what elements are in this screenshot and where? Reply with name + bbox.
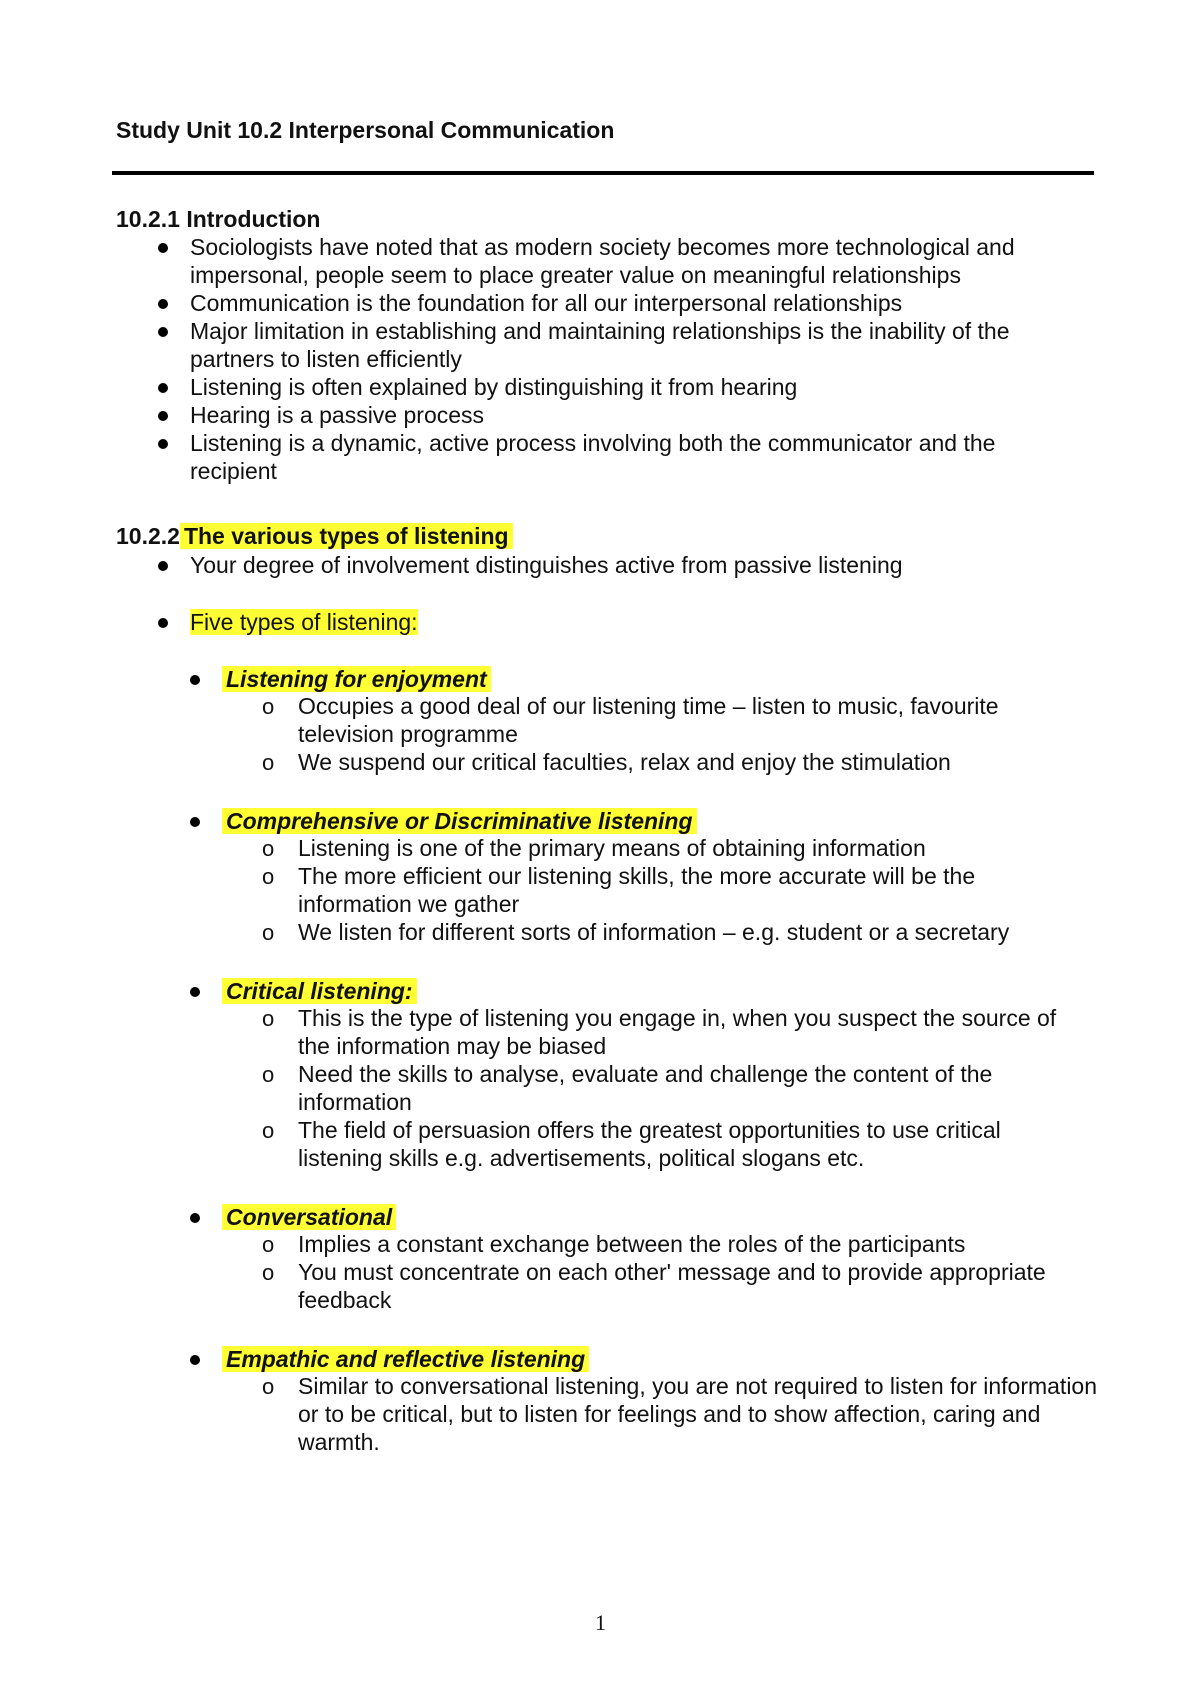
bullet-icon [190, 675, 200, 685]
bullet-icon [158, 561, 168, 571]
circle-bullet-icon: o [262, 694, 275, 719]
list-item: The field of persuasion offers the greatest opportunities to use critical listening skills e.g. advertisements, political slogans etc. [298, 1117, 1001, 1171]
section-number: 10.2.2 [116, 523, 180, 549]
circle-bullet-icon: o [262, 1118, 275, 1143]
bullet-icon [190, 1213, 200, 1223]
list-item: Need the skills to analyse, evaluate and challenge the content of the information [298, 1061, 993, 1115]
bullet-icon [158, 299, 168, 309]
circle-bullet-icon: o [262, 864, 275, 889]
bullet-icon [158, 618, 168, 628]
bullet-icon [158, 439, 168, 449]
list-item: This is the type of listening you engage in, when you suspect the source of the information may be biased [298, 1005, 1057, 1059]
bullet-icon [190, 1355, 200, 1365]
page-title: Study Unit 10.2 Interpersonal Communication [116, 117, 615, 143]
list-item: You must concentrate on each other' message and to provide appropriate feedback [298, 1259, 1046, 1313]
list-item: We suspend our critical faculties, relax and enjoy the stimulation [298, 749, 951, 775]
bullet-icon [190, 817, 200, 827]
section-title: The various types of listening [180, 523, 513, 549]
list-item: Sociologists have noted that as modern society becomes more technological and impersonal, people seem to place greater value on meaningful relationships [190, 234, 1015, 288]
list-item: Occupies a good deal of our listening time – listen to music, favourite television programme [298, 693, 999, 747]
listening-type-title: Comprehensive or Discriminative listening [222, 807, 697, 835]
circle-bullet-icon: o [262, 920, 275, 945]
list-item: Listening is a dynamic, active process involving both the communicator and the recipient [190, 430, 996, 484]
circle-bullet-icon: o [262, 1260, 275, 1285]
circle-bullet-icon: o [262, 1006, 275, 1031]
circle-bullet-icon: o [262, 1232, 275, 1257]
highlighted-text: Five types of listening: [190, 609, 418, 635]
list-item: Implies a constant exchange between the roles of the participants [298, 1231, 966, 1257]
bullet-icon [190, 987, 200, 997]
bullet-icon [158, 411, 168, 421]
section-heading-introduction [116, 206, 320, 233]
page-number: 1 [595, 1610, 606, 1635]
list-item: Hearing is a passive process [190, 402, 485, 428]
list-item [190, 608, 418, 636]
circle-bullet-icon: o [262, 1062, 275, 1087]
list-item: Communication is the foundation for all our interpersonal relationships [190, 290, 903, 316]
listening-type-title: Conversational [222, 1203, 396, 1231]
bullet-icon [158, 327, 168, 337]
listening-type-title: Critical listening: [222, 977, 417, 1005]
list-item: Listening is one of the primary means of obtaining information [298, 835, 926, 861]
list-item: We listen for different sorts of information – e.g. student or a secretary [298, 919, 1010, 945]
section-heading-types-of-listening [116, 523, 513, 550]
circle-bullet-icon: o [262, 750, 275, 775]
listening-type-title: Empathic and reflective listening [222, 1345, 589, 1373]
bullet-icon [158, 243, 168, 253]
title-divider [112, 171, 1094, 175]
section-number: 10.2.1 [116, 206, 180, 232]
section-title: Introduction [186, 206, 321, 232]
circle-bullet-icon: o [262, 836, 275, 861]
list-item: The more efficient our listening skills, the more accurate will be the information we gather [298, 863, 976, 917]
bullet-icon [158, 383, 168, 393]
list-item: Similar to conversational listening, you are not required to listen for information or to be critical, but to listen for feelings and to show affection, caring and warmth. [298, 1373, 1098, 1455]
circle-bullet-icon: o [262, 1374, 275, 1399]
list-item: Listening is often explained by distinguishing it from hearing [190, 374, 798, 400]
listening-type-title: Listening for enjoyment [222, 665, 491, 693]
list-item: Major limitation in establishing and maintaining relationships is the inability of the partners to listen efficiently [190, 318, 1010, 372]
list-item: Your degree of involvement distinguishes active from passive listening [190, 552, 903, 578]
